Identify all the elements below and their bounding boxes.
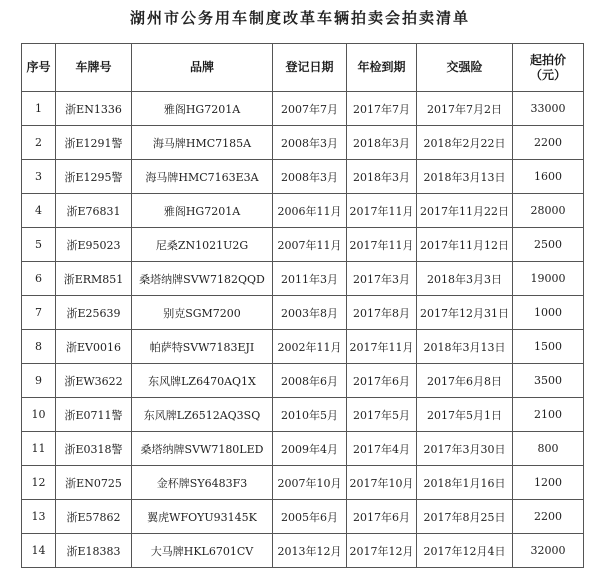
cell-index: 12 — [22, 466, 56, 500]
header-registration-date: 登记日期 — [273, 44, 347, 92]
cell-plate: 浙ERM851 — [56, 262, 132, 296]
cell-index: 4 — [22, 194, 56, 228]
cell-inspection-due: 2017年6月 — [347, 500, 417, 534]
cell-starting-price: 32000 — [513, 534, 584, 568]
cell-index: 14 — [22, 534, 56, 568]
cell-inspection-due: 2017年7月 — [347, 92, 417, 126]
table-row — [22, 364, 584, 398]
header-brand: 品牌 — [132, 44, 273, 92]
cell-plate: 浙EN0725 — [56, 466, 132, 500]
cell-brand: 桑塔纳牌SVW7180LED — [132, 432, 273, 466]
cell-registration-date: 2003年8月 — [273, 296, 347, 330]
cell-starting-price: 28000 — [513, 194, 584, 228]
header-starting-price-line: （元） — [529, 67, 566, 82]
cell-registration-date: 2002年11月 — [273, 330, 347, 364]
cell-insurance: 2017年6月8日 — [417, 364, 513, 398]
cell-inspection-due: 2017年8月 — [347, 296, 417, 330]
cell-plate: 浙E1295警 — [56, 160, 132, 194]
cell-index: 1 — [22, 92, 56, 126]
header-starting-price-line: 起拍价 — [529, 52, 566, 67]
cell-insurance: 2017年12月4日 — [417, 534, 513, 568]
cell-starting-price: 1500 — [513, 330, 584, 364]
cell-insurance: 2018年2月22日 — [417, 126, 513, 160]
cell-insurance: 2018年1月16日 — [417, 466, 513, 500]
header-insurance: 交强险 — [417, 44, 513, 92]
table-row — [22, 160, 584, 194]
cell-brand: 东风牌LZ6512AQ3SQ — [132, 398, 273, 432]
cell-starting-price: 1600 — [513, 160, 584, 194]
cell-registration-date: 2005年6月 — [273, 500, 347, 534]
cell-plate: 浙E0711警 — [56, 398, 132, 432]
cell-inspection-due: 2017年12月 — [347, 534, 417, 568]
cell-plate: 浙E1291警 — [56, 126, 132, 160]
table-row — [22, 500, 584, 534]
header-plate: 车牌号 — [56, 44, 132, 92]
cell-starting-price: 800 — [513, 432, 584, 466]
cell-index: 3 — [22, 160, 56, 194]
auction-list-table — [21, 43, 584, 568]
cell-index: 10 — [22, 398, 56, 432]
cell-index: 11 — [22, 432, 56, 466]
cell-brand: 海马牌HMC7163E3A — [132, 160, 273, 194]
cell-brand: 翼虎WFOYU93145K — [132, 500, 273, 534]
cell-plate: 浙E95023 — [56, 228, 132, 262]
cell-index: 7 — [22, 296, 56, 330]
cell-registration-date: 2011年3月 — [273, 262, 347, 296]
cell-plate: 浙EN1336 — [56, 92, 132, 126]
cell-starting-price: 2100 — [513, 398, 584, 432]
cell-brand: 雅阁HG7201A — [132, 92, 273, 126]
cell-starting-price: 2500 — [513, 228, 584, 262]
cell-plate: 浙EV0016 — [56, 330, 132, 364]
cell-inspection-due: 2018年3月 — [347, 126, 417, 160]
cell-inspection-due: 2018年3月 — [347, 160, 417, 194]
cell-index: 8 — [22, 330, 56, 364]
cell-plate: 浙E0318警 — [56, 432, 132, 466]
cell-insurance: 2017年11月22日 — [417, 194, 513, 228]
table-row — [22, 398, 584, 432]
table-row — [22, 228, 584, 262]
header-index: 序号 — [22, 44, 56, 92]
cell-inspection-due: 2017年5月 — [347, 398, 417, 432]
cell-starting-price: 33000 — [513, 92, 584, 126]
table-row — [22, 466, 584, 500]
table-header-row — [22, 44, 584, 92]
cell-inspection-due: 2017年4月 — [347, 432, 417, 466]
cell-inspection-due: 2017年11月 — [347, 330, 417, 364]
cell-insurance: 2017年5月1日 — [417, 398, 513, 432]
cell-registration-date: 2010年5月 — [273, 398, 347, 432]
cell-inspection-due: 2017年11月 — [347, 228, 417, 262]
cell-insurance: 2017年8月25日 — [417, 500, 513, 534]
table-row — [22, 534, 584, 568]
cell-index: 5 — [22, 228, 56, 262]
cell-registration-date: 2008年6月 — [273, 364, 347, 398]
cell-brand: 东风牌LZ6470AQ1X — [132, 364, 273, 398]
table-row — [22, 262, 584, 296]
cell-registration-date: 2007年10月 — [273, 466, 347, 500]
cell-insurance: 2017年12月31日 — [417, 296, 513, 330]
header-starting-price — [513, 44, 584, 92]
cell-index: 6 — [22, 262, 56, 296]
cell-brand: 大马牌HKL6701CV — [132, 534, 273, 568]
cell-insurance: 2018年3月13日 — [417, 160, 513, 194]
cell-brand: 桑塔纳牌SVW7182QQD — [132, 262, 273, 296]
header-inspection-due: 年检到期 — [347, 44, 417, 92]
cell-plate: 浙E18383 — [56, 534, 132, 568]
table-row — [22, 296, 584, 330]
cell-index: 2 — [22, 126, 56, 160]
cell-insurance: 2018年3月3日 — [417, 262, 513, 296]
cell-brand: 海马牌HMC7185A — [132, 126, 273, 160]
table-row — [22, 194, 584, 228]
cell-insurance: 2017年11月12日 — [417, 228, 513, 262]
cell-brand: 金杯牌SY6483F3 — [132, 466, 273, 500]
cell-plate: 浙E25639 — [56, 296, 132, 330]
cell-starting-price: 2200 — [513, 500, 584, 534]
cell-registration-date: 2008年3月 — [273, 126, 347, 160]
table-row — [22, 330, 584, 364]
cell-insurance: 2017年3月30日 — [417, 432, 513, 466]
table-row — [22, 432, 584, 466]
cell-insurance: 2018年3月13日 — [417, 330, 513, 364]
cell-insurance: 2017年7月2日 — [417, 92, 513, 126]
cell-starting-price: 19000 — [513, 262, 584, 296]
cell-brand: 雅阁HG7201A — [132, 194, 273, 228]
cell-starting-price: 1000 — [513, 296, 584, 330]
cell-registration-date: 2007年11月 — [273, 228, 347, 262]
cell-index: 13 — [22, 500, 56, 534]
document-title: 湖州市公务用车制度改革车辆拍卖会拍卖清单 — [129, 9, 470, 27]
cell-starting-price: 3500 — [513, 364, 584, 398]
cell-plate: 浙E57862 — [56, 500, 132, 534]
table-row — [22, 92, 584, 126]
cell-inspection-due: 2017年10月 — [347, 466, 417, 500]
cell-starting-price: 1200 — [513, 466, 584, 500]
cell-inspection-due: 2017年11月 — [347, 194, 417, 228]
cell-index: 9 — [22, 364, 56, 398]
cell-brand: 帕萨特SVW7183EJI — [132, 330, 273, 364]
cell-registration-date: 2006年11月 — [273, 194, 347, 228]
cell-registration-date: 2013年12月 — [273, 534, 347, 568]
cell-inspection-due: 2017年3月 — [347, 262, 417, 296]
cell-brand: 尼桑ZN1021U2G — [132, 228, 273, 262]
cell-plate: 浙EW3622 — [56, 364, 132, 398]
cell-inspection-due: 2017年6月 — [347, 364, 417, 398]
cell-registration-date: 2007年7月 — [273, 92, 347, 126]
cell-plate: 浙E76831 — [56, 194, 132, 228]
table-body — [22, 92, 584, 568]
cell-starting-price: 2200 — [513, 126, 584, 160]
cell-registration-date: 2009年4月 — [273, 432, 347, 466]
cell-brand: 别克SGM7200 — [132, 296, 273, 330]
table-row — [22, 126, 584, 160]
cell-registration-date: 2008年3月 — [273, 160, 347, 194]
